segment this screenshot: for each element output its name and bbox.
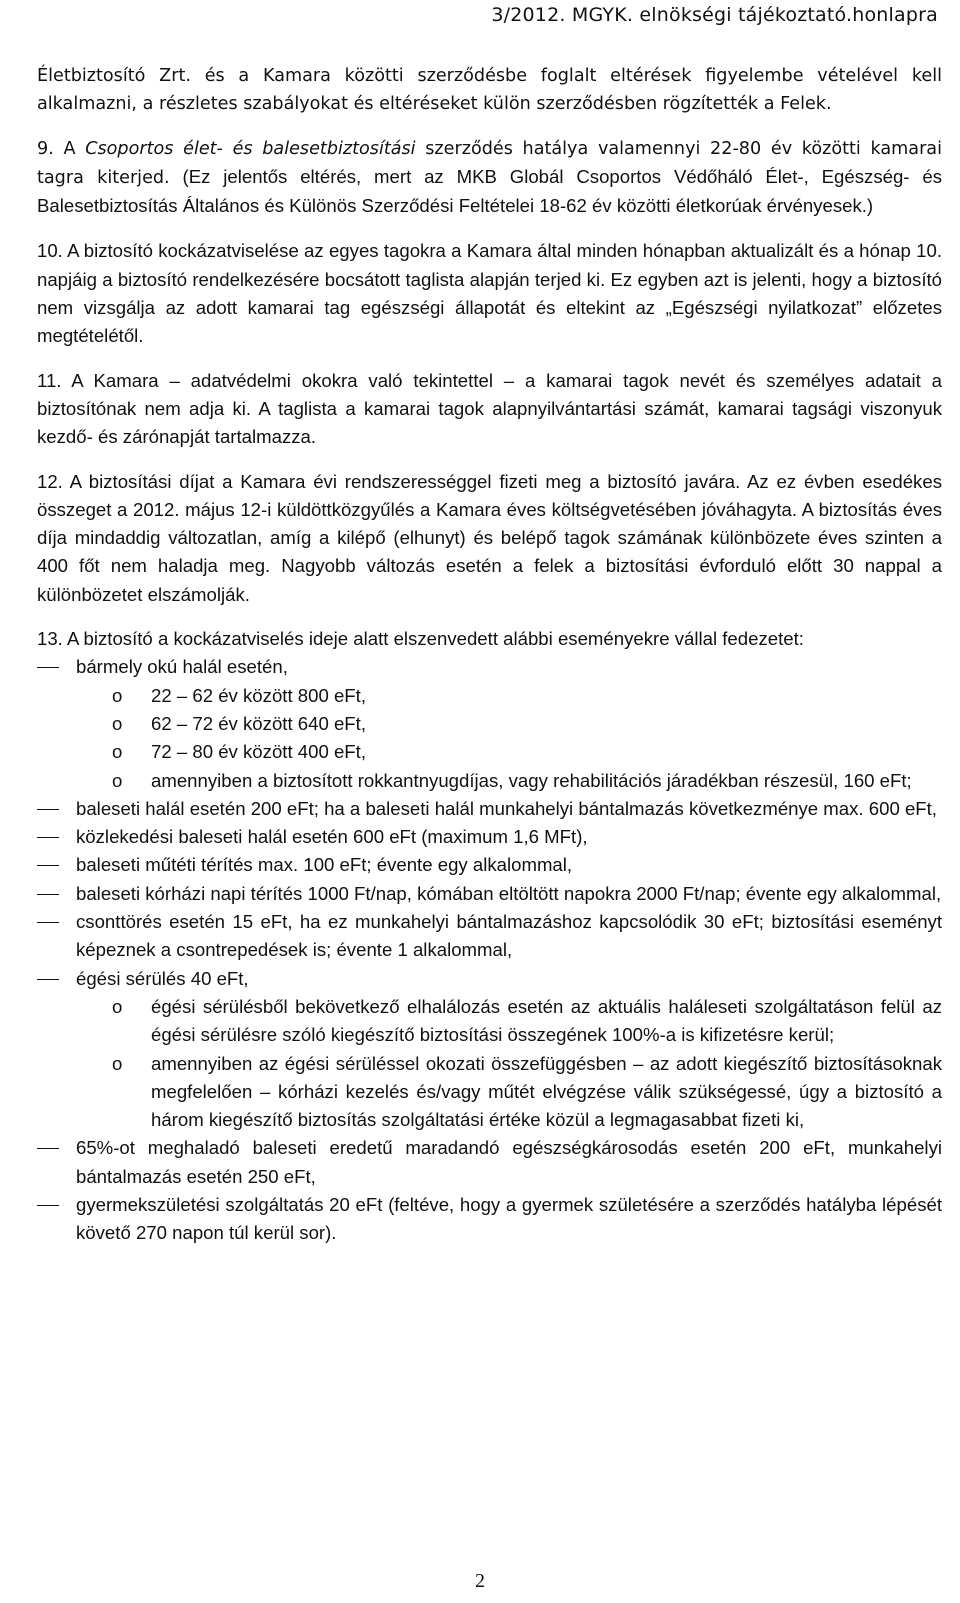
circle-bullet-icon: o xyxy=(112,995,123,1017)
coverage-item: baleseti kórházi napi térítés 1000 Ft/nap, kómában eltöltött napokra 2000 Ft/nap; évente egy alkalommal, xyxy=(37,880,942,908)
coverage-subitem: o 72 – 80 év között 400 eFt, xyxy=(37,738,942,766)
document-body xyxy=(37,62,942,1248)
insurance-name: Csoportos élet- és balesetbiztosítási xyxy=(85,138,416,159)
dash-bullet-icon xyxy=(37,667,59,668)
document-header: 3/2012. MGYK. elnökségi tájékoztató.honlapra xyxy=(491,4,938,26)
paragraph-12: 12. A biztosítási díjat a Kamara évi rendszerességgel fizeti meg a biztosító javára. Az ez évben esedékes összeget a 2012. május 12-i küldöttközgyűlés a Kamara éves költségvetésében jóváhagyta. A biztosítás éves díja mindaddig változatlan, amíg a kilépő (elhunyt) és belépő tagok számának különbözete éves szinten a 400 főt nem haladja meg. Nagyobb változás esetén a felek a biztosítási évforduló előtt 30 nappal a különbözetet elszámolják. xyxy=(37,470,942,605)
coverage-subitem: o 22 – 62 év között 800 eFt, xyxy=(37,682,942,710)
paragraph-9-number: 9. xyxy=(37,138,54,159)
paragraph-13-intro: 13. A biztosító a kockázatviselés ideje alatt elszenvedett alábbi eseményekre vállal fedezetet: xyxy=(37,628,804,650)
dash-bullet-icon xyxy=(37,865,59,866)
coverage-subitem: o 62 – 72 év között 640 eFt, xyxy=(37,710,942,738)
page-number: 2 xyxy=(475,1570,485,1592)
dash-bullet-icon xyxy=(37,979,59,980)
coverage-subitem: o égési sérülésből bekövetkező elhalálozás esetén az aktuális haláleseti szolgáltatáson felül az égési sérülésre szóló kiegészítő biztosítási összegének 100%-a is kifizetésre kerül; xyxy=(37,993,942,1050)
dash-bullet-icon xyxy=(37,894,59,895)
paragraph-10: 10. A biztosító kockázatviselése az egyes tagokra a Kamara által minden hónapban aktualizált és a hónap 10. napjáig a biztosító rendelkezésére bocsátott taglista alapján terjed ki. Ez egyben azt is jelenti, hogy a biztosító nem vizsgálja az adott kamarai tag egészségi állapotát és eltekint az „Egészségi nyilatkozat” előzetes megtételétől. xyxy=(37,240,942,347)
circle-bullet-icon: o xyxy=(112,1052,123,1074)
coverage-subitem: o amennyiben az égési sérüléssel okozati összefüggésben – az adott kiegészítő biztosításoknak megfelelően – kórházi kezelés és/vagy műtét elvégzése válik szükségessé, úgy a biztosító a három kiegészítő biztosítás szolgáltatási értéke közül a legmagasabbat fizeti ki, xyxy=(37,1050,942,1135)
dash-bullet-icon xyxy=(37,1148,59,1149)
circle-bullet-icon: o xyxy=(112,769,123,791)
dash-bullet-icon xyxy=(37,1205,59,1206)
coverage-item: baleseti műtéti térítés max. 100 eFt; évente egy alkalommal, xyxy=(37,851,942,879)
dash-bullet-icon xyxy=(37,837,59,838)
coverage-list xyxy=(37,653,942,1247)
coverage-item: csonttörés esetén 15 eFt, ha ez munkahelyi bántalmazáshoz kapcsolódik 30 eFt; biztosítási eseményt képeznek a csontrepedések is; évente 1 alkalommal, xyxy=(37,908,942,965)
intro-paragraph: Életbiztosító Zrt. és a Kamara közötti szerződésbe foglalt eltérések figyelembe vételével kell alkalmazni, a részletes szabályokat és eltéréseket külön szerződésben rögzítették a Felek. xyxy=(37,66,942,115)
coverage-item: égési sérülés 40 eFt, xyxy=(37,965,942,993)
coverage-item: 65%-ot meghaladó baleseti eredetű maradandó egészségkárosodás esetén 200 eFt, munkahelyi bántalmazás esetén 250 eFt, xyxy=(37,1134,942,1191)
dash-bullet-icon xyxy=(37,922,59,923)
circle-bullet-icon: o xyxy=(112,741,123,763)
coverage-item: bármely okú halál esetén, xyxy=(37,653,942,681)
coverage-item: közlekedési baleseti halál esetén 600 eFt (maximum 1,6 MFt), xyxy=(37,823,942,851)
circle-bullet-icon: o xyxy=(112,684,123,706)
paragraph-11: 11. A Kamara – adatvédelmi okokra való tekintettel – a kamarai tagok nevét és személyes adatait a biztosítónak nem adja ki. A taglista a kamarai tagok alapnyilvántartási számát, kamarai tagsági viszonyuk kezdő- és zárónapját tartalmazza. xyxy=(37,369,942,448)
paragraph-9: 9. A Csoportos élet- és balesetbiztosítási szerződés hatálya valamennyi 22-80 év közötti kamarai tagra kiterjed. (Ez jelentős eltérés, mert az MKB Globál Csoportos Védőháló Élet-, Egészség- és Balesetbiztosítás Általános és Különös Szerződési Feltételei 18-62 év közötti életkorúak érvényesek.) xyxy=(37,138,942,217)
dash-bullet-icon xyxy=(37,809,59,810)
coverage-item: baleseti halál esetén 200 eFt; ha a baleseti halál munkahelyi bántalmazás következménye max. 600 eFt, xyxy=(37,795,942,823)
coverage-subitem: o amennyiben a biztosított rokkantnyugdíjas, vagy rehabilitációs járadékban részesül, 160 eFt; xyxy=(37,767,942,795)
coverage-item: gyermekszületési szolgáltatás 20 eFt (feltéve, hogy a gyermek születésére a szerződés hatályba lépését követő 270 napon túl kerül sor). xyxy=(37,1191,942,1248)
circle-bullet-icon: o xyxy=(112,712,123,734)
